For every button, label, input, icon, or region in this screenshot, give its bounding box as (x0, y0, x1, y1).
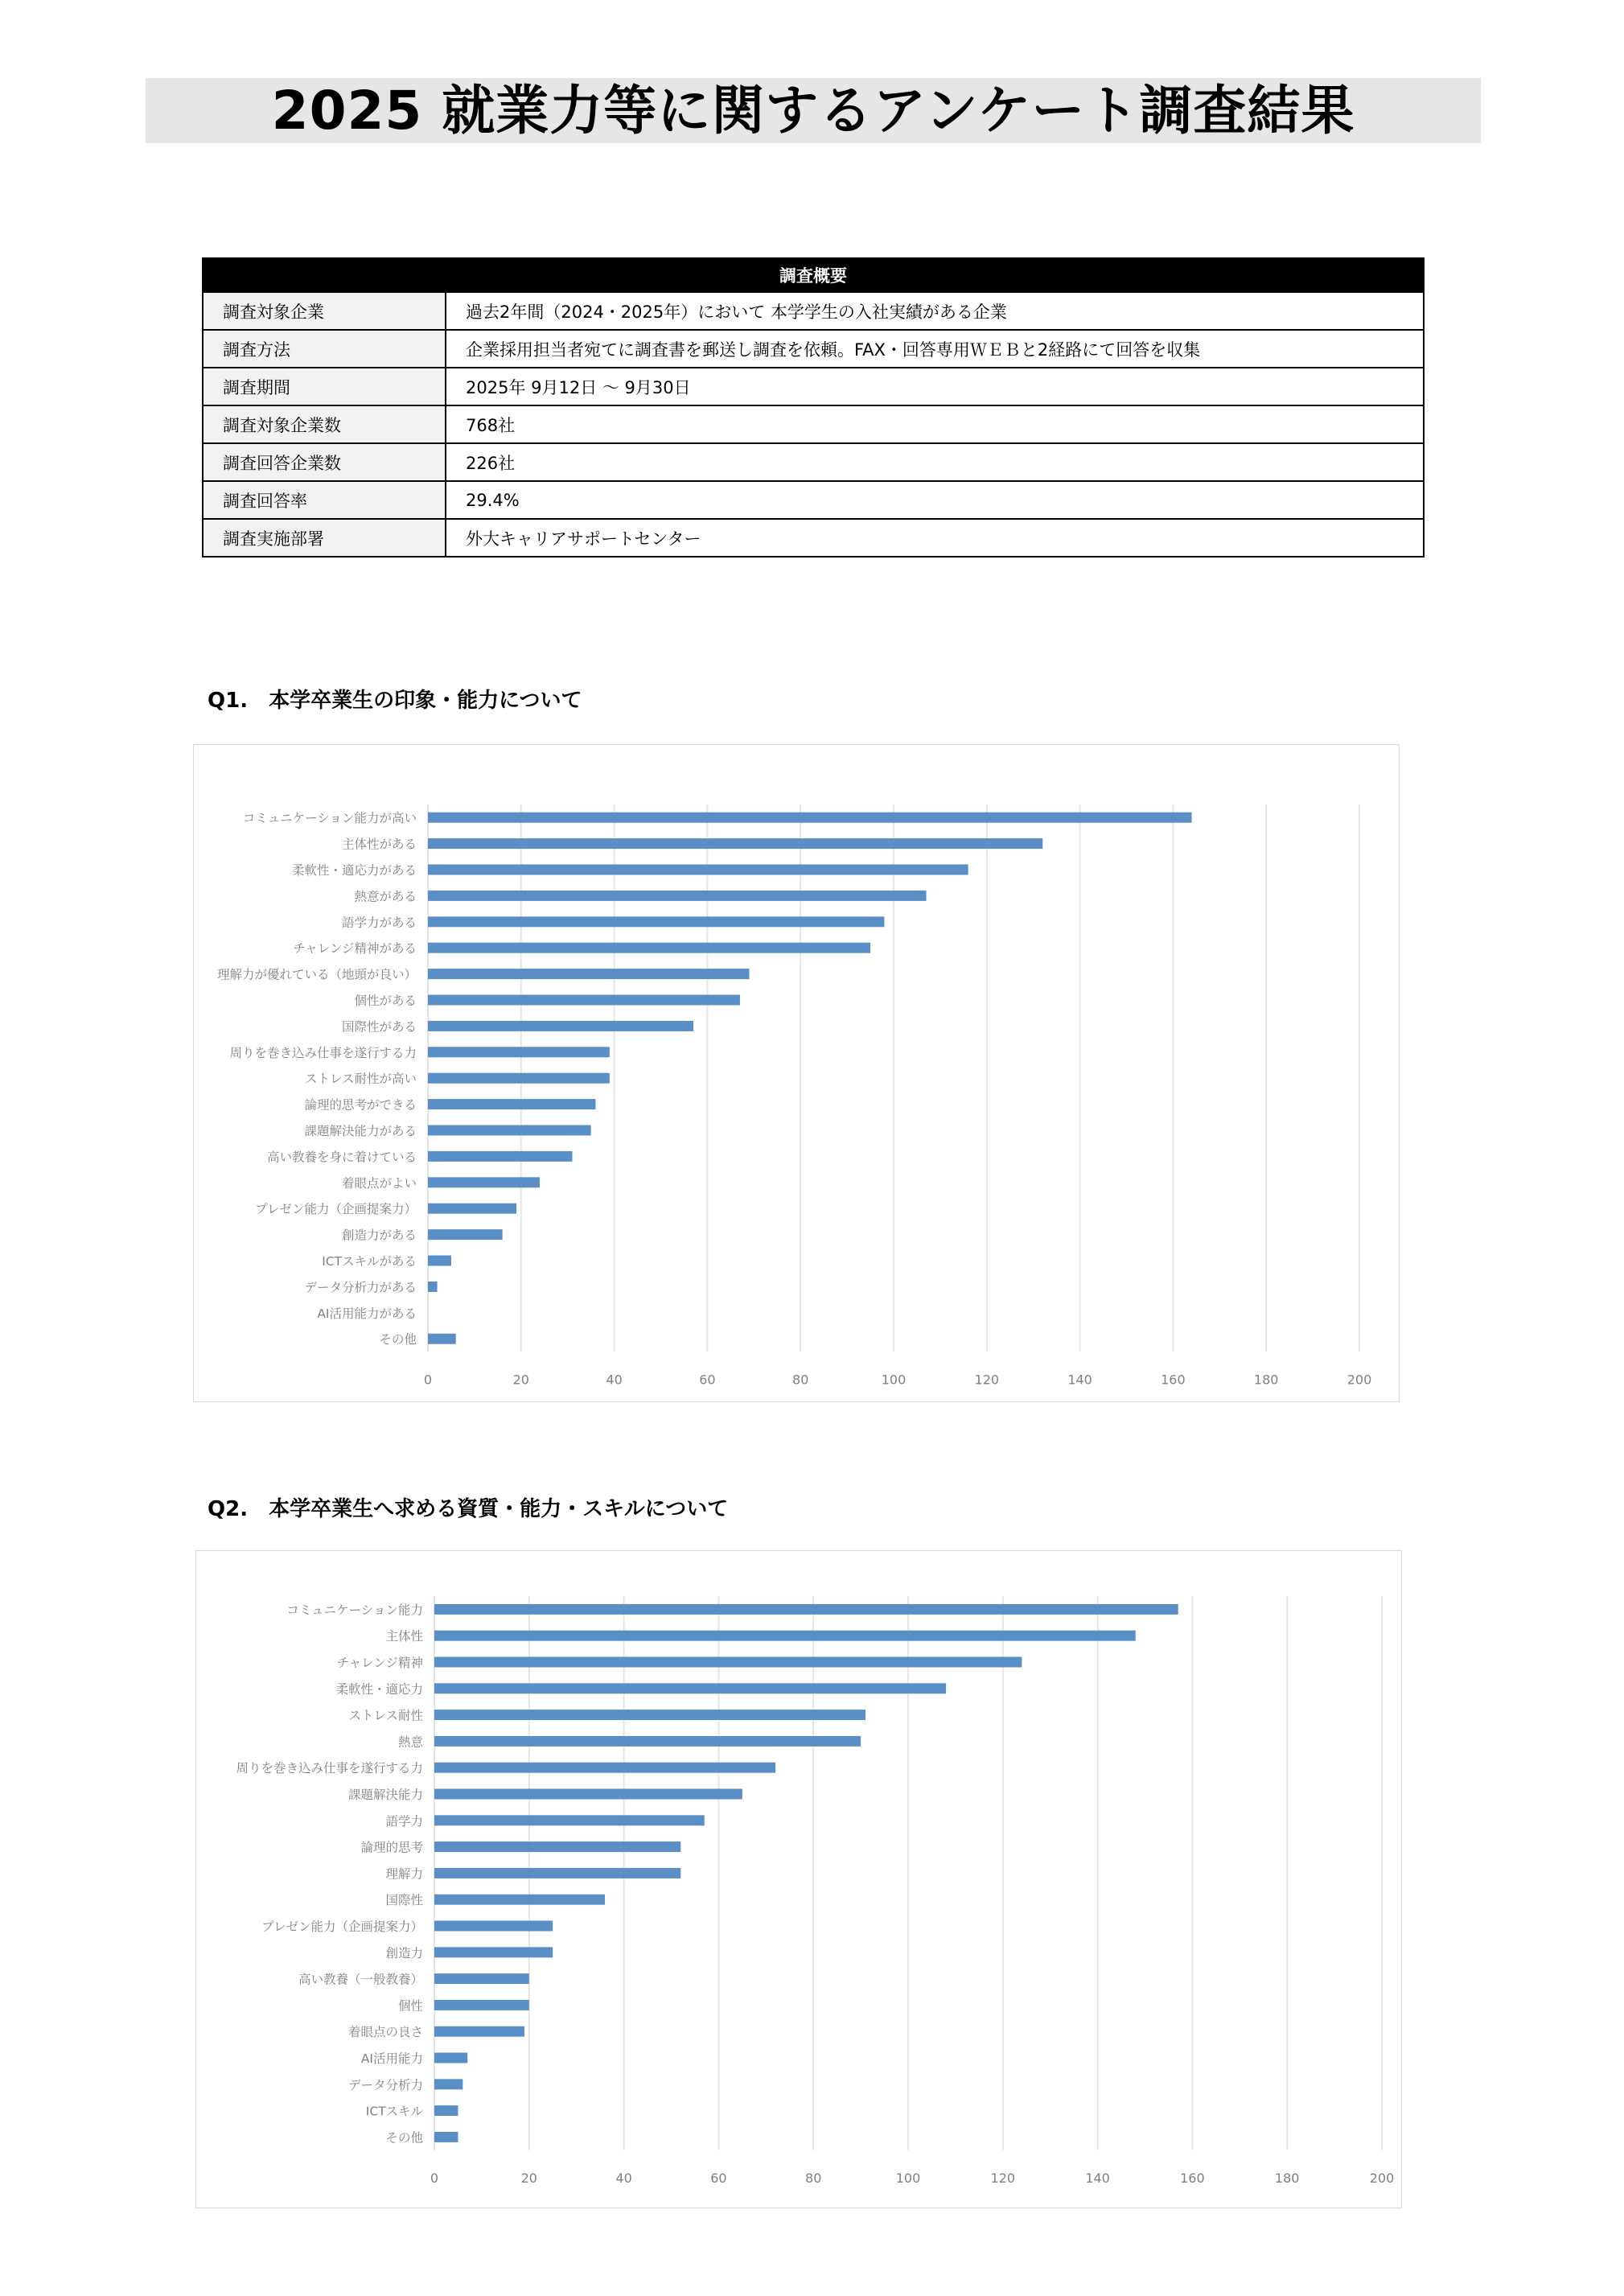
x-tick-label: 60 (710, 2170, 727, 2186)
x-tick-label: 120 (974, 1372, 1000, 1388)
category-label: 論理的思考 (360, 1840, 423, 1855)
x-tick-label: 80 (792, 1372, 809, 1388)
bar (428, 969, 750, 979)
category-label: チャレンジ精神 (336, 1656, 423, 1670)
q2-bar-chart (196, 1551, 1401, 2208)
bar (428, 1099, 595, 1109)
bar (434, 1604, 1178, 1615)
bar (428, 1177, 540, 1187)
category-label: AI活用能力がある (317, 1306, 417, 1321)
bar (428, 1204, 516, 1214)
bar (434, 1631, 1136, 1641)
row-label: 調査方法 (203, 330, 446, 368)
category-label: ストレス耐性 (348, 1708, 423, 1723)
category-label: その他 (385, 2130, 423, 2146)
category-label: 着眼点がよい (341, 1175, 417, 1191)
bar (428, 1151, 572, 1162)
category-label: 論理的思考ができる (304, 1097, 417, 1113)
q2-chart-panel (195, 1550, 1402, 2208)
bar (434, 1895, 605, 1905)
category-label: 国際性 (385, 1893, 423, 1908)
table-row (203, 292, 1424, 330)
category-label: コミュニケーション能力 (286, 1603, 423, 1618)
bar (428, 891, 927, 901)
bar (434, 1710, 865, 1720)
x-tick-label: 0 (430, 2170, 439, 2186)
bar (434, 1841, 680, 1852)
x-tick-label: 40 (615, 2170, 632, 2186)
row-value: 過去2年間（2024・2025年）において 本学学生の入社実績がある企業 (446, 292, 1424, 330)
x-tick-label: 140 (1067, 1372, 1092, 1388)
category-label: 着眼点の良さ (347, 2025, 423, 2040)
q2-heading: Q2. 本学卒業生へ求める資質・能力・スキルについて (208, 1497, 729, 1521)
category-label: その他 (379, 1332, 417, 1348)
category-label: 高い教養を身に着けている (266, 1150, 417, 1165)
bar (434, 1736, 861, 1747)
category-label: 理解力が優れている（地頭が良い） (216, 967, 417, 982)
category-label: 語学力がある (341, 915, 417, 930)
bar (434, 1921, 553, 1932)
category-label: 熱意がある (354, 889, 417, 904)
bar (434, 2079, 463, 2089)
category-label: 主体性 (385, 1629, 423, 1644)
row-value: 企業採用担当者宛てに調査書を郵送し調査を依頼。FAX・回答専用ＷＥＢと2経路にて回答を収集 (446, 330, 1424, 368)
bar (434, 2053, 467, 2064)
x-tick-label: 20 (512, 1372, 529, 1388)
bar (428, 1282, 438, 1292)
bar (428, 813, 1192, 823)
bar (434, 2132, 458, 2142)
bar (428, 1125, 591, 1136)
bar (428, 1073, 610, 1084)
category-label: ICTスキルがある (322, 1254, 417, 1269)
category-label: 課題解決能力がある (304, 1124, 417, 1138)
row-label: 調査期間 (203, 368, 446, 405)
x-tick-label: 20 (520, 2170, 537, 2186)
x-tick-label: 40 (606, 1372, 623, 1388)
x-tick-label: 160 (1161, 1372, 1186, 1388)
table-row (203, 368, 1424, 405)
x-tick-label: 60 (699, 1372, 716, 1388)
bar (434, 2105, 458, 2116)
bar (434, 2000, 529, 2010)
row-label: 調査実施部署 (203, 519, 446, 557)
x-tick-label: 80 (805, 2170, 822, 2186)
row-value: 2025年 9月12日 ～ 9月30日 (446, 368, 1424, 405)
category-label: 国際性がある (341, 1019, 417, 1035)
x-tick-label: 180 (1274, 2170, 1300, 2186)
table-row (203, 519, 1424, 557)
x-tick-label: 200 (1369, 2170, 1395, 2186)
category-label: 個性 (397, 1998, 423, 2014)
bar (434, 1815, 705, 1825)
bar (428, 1047, 610, 1057)
row-value: 外大キャリアサポートセンター (446, 519, 1424, 557)
category-label: データ分析力 (347, 2077, 423, 2092)
bar (428, 1334, 456, 1344)
category-label: データ分析力がある (304, 1280, 417, 1295)
category-label: チャレンジ精神がある (293, 941, 417, 957)
category-label: 柔軟性・適応力 (335, 1681, 423, 1697)
x-tick-label: 200 (1346, 1372, 1372, 1388)
category-label: ストレス耐性が高い (304, 1072, 417, 1087)
category-label: ICTスキル (365, 2104, 423, 2119)
bar (434, 1973, 529, 1984)
x-tick-label: 160 (1180, 2170, 1205, 2186)
category-label: 高い教養（一般教養） (298, 1972, 423, 1987)
row-label: 調査回答率 (203, 481, 446, 519)
category-label: コミュニケーション能力が高い (242, 811, 417, 826)
table-row (203, 443, 1424, 481)
bar (428, 838, 1042, 849)
table-row (203, 405, 1424, 443)
bar (428, 1021, 693, 1031)
bar (428, 1256, 451, 1266)
page-title: 2025 就業力等に関するアンケート調査結果 (271, 79, 1355, 142)
x-tick-label: 120 (990, 2170, 1016, 2186)
page-title-bar (146, 78, 1481, 143)
category-label: プレゼン能力（企画提案力） (261, 1920, 423, 1934)
bar (434, 1683, 946, 1693)
category-label: 個性がある (354, 994, 417, 1008)
category-label: 語学力 (385, 1813, 423, 1829)
x-tick-label: 180 (1253, 1372, 1279, 1388)
category-label: 理解力 (385, 1866, 423, 1882)
category-label: 熱意 (397, 1734, 423, 1750)
bar (428, 916, 884, 927)
x-tick-label: 140 (1085, 2170, 1110, 2186)
bar (434, 2026, 524, 2037)
bar (434, 1947, 553, 1957)
row-value: 226社 (446, 443, 1424, 481)
bar (434, 1763, 775, 1773)
category-label: 周りを巻き込み仕事を遂行する力 (229, 1045, 417, 1060)
table-row (203, 330, 1424, 368)
row-label: 調査対象企業数 (203, 405, 446, 443)
category-label: 創造力がある (341, 1228, 417, 1243)
summary-header-row (203, 258, 1424, 292)
bar (428, 995, 740, 1006)
row-label: 調査回答企業数 (203, 443, 446, 481)
category-label: 主体性がある (341, 837, 417, 852)
q1-heading: Q1. 本学卒業生の印象・能力について (208, 689, 582, 713)
x-tick-label: 100 (881, 1372, 907, 1388)
category-label: AI活用能力 (360, 2051, 423, 2066)
survey-summary-table (202, 257, 1425, 558)
q1-bar-chart (194, 745, 1399, 1401)
row-value: 29.4% (446, 481, 1424, 519)
bar (434, 1657, 1022, 1668)
x-tick-label: 0 (423, 1372, 433, 1388)
bar (428, 865, 968, 875)
category-label: 柔軟性・適応力がある (291, 863, 417, 878)
summary-header: 調査概要 (203, 258, 1424, 292)
table-row (203, 481, 1424, 519)
category-label: 周りを巻き込み仕事を遂行する力 (236, 1761, 423, 1776)
bar (428, 1229, 503, 1240)
row-value: 768社 (446, 405, 1424, 443)
bar (434, 1868, 680, 1878)
category-label: プレゼン能力（企画提案力） (255, 1202, 417, 1217)
bar (434, 1789, 742, 1800)
bar (428, 943, 870, 953)
q1-chart-panel (193, 744, 1400, 1402)
row-label: 調査対象企業 (203, 292, 446, 330)
x-tick-label: 100 (895, 2170, 921, 2186)
category-label: 課題解決能力 (347, 1788, 423, 1802)
category-label: 創造力 (385, 1945, 423, 1961)
